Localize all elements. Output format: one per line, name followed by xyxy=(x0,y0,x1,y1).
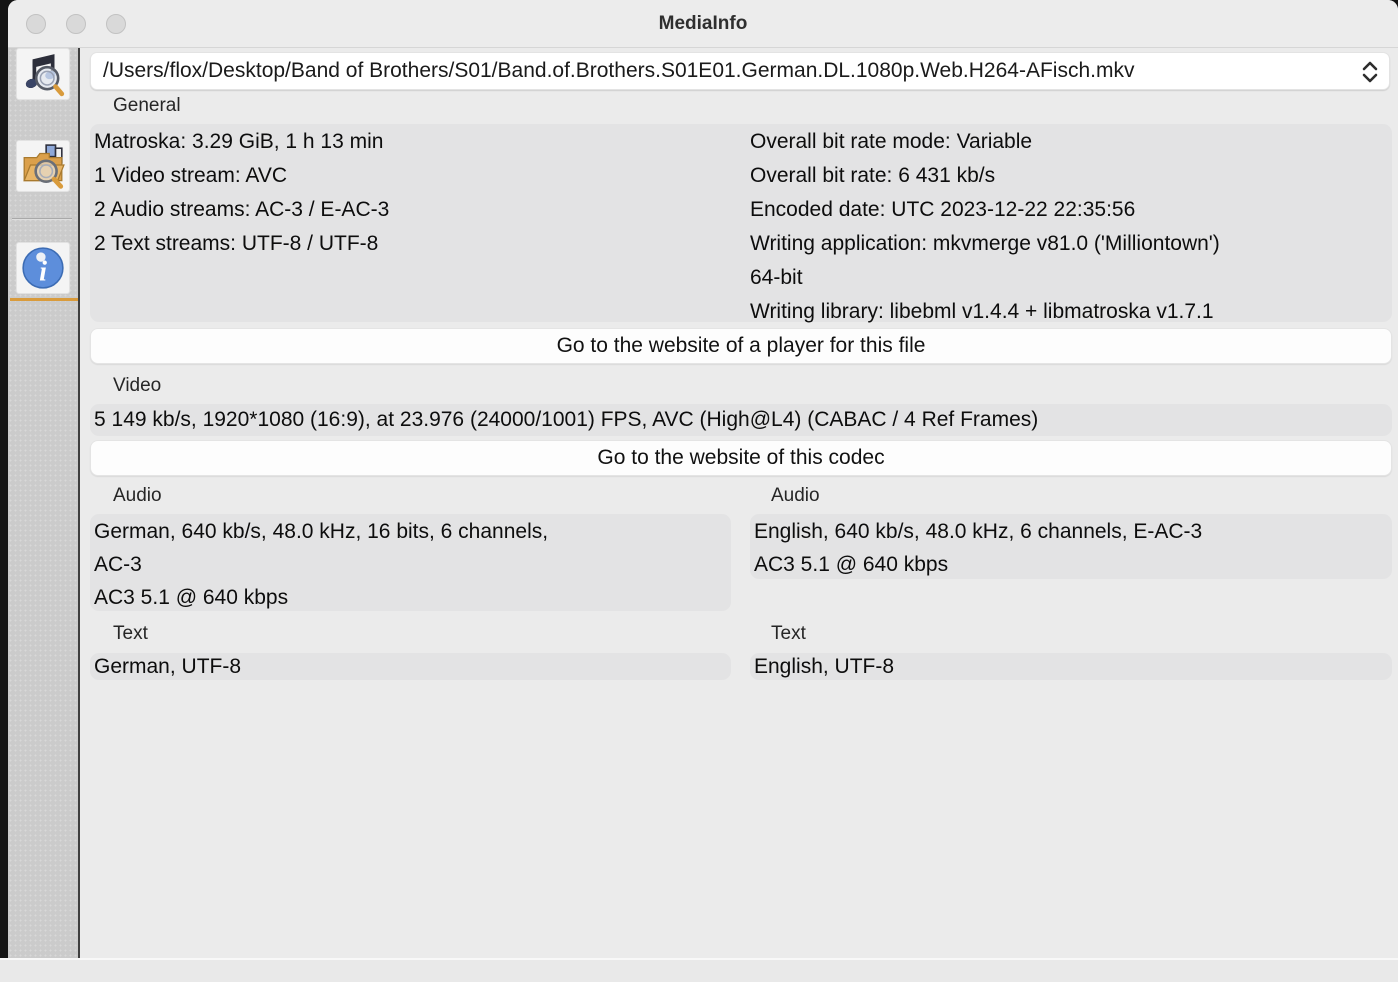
audio-line: AC3 5.1 @ 640 kbps xyxy=(94,586,289,609)
player-website-button[interactable]: Go to the website of a player for this file xyxy=(90,328,1392,364)
text-left-panel xyxy=(90,653,731,680)
general-right-column xyxy=(750,125,1388,321)
audio-right-panel xyxy=(750,514,1392,579)
file-path-value: /Users/flox/Desktop/Band of Brothers/S01/Band.of.Brothers.S01E01.German.DL.1080p.Web.H264-AFisch.mkv xyxy=(103,59,1135,82)
mediainfo-window xyxy=(8,0,1398,958)
main-content xyxy=(82,48,1398,958)
toolbar-separator xyxy=(12,218,72,220)
text-line: German, UTF-8 xyxy=(94,655,242,678)
file-path-dropdown[interactable] xyxy=(90,52,1390,90)
general-line: 64-bit xyxy=(750,266,803,289)
window-title: MediaInfo xyxy=(658,13,748,34)
text-line: English, UTF-8 xyxy=(754,655,895,678)
open-folder-icon xyxy=(20,143,66,189)
video-line: 5 149 kb/s, 1920*1080 (16:9), at 23.976 (24000/1001) FPS, AVC (High@L4) (CABAC / 4 Ref Frames) xyxy=(94,408,1039,431)
audio-line: AC-3 xyxy=(94,553,142,576)
codec-website-button[interactable]: Go to the website of this codec xyxy=(90,440,1392,476)
open-folder-button[interactable] xyxy=(16,140,70,192)
info-icon xyxy=(20,245,66,291)
audio-line: German, 640 kb/s, 48.0 kHz, 16 bits, 6 channels, xyxy=(94,520,549,543)
text-left-section-label: Text xyxy=(113,623,148,644)
video-section-label: Video xyxy=(113,375,162,396)
zoom-button[interactable] xyxy=(106,14,126,34)
text-right-section-label: Text xyxy=(771,623,806,644)
audio-left-section-label: Audio xyxy=(113,485,162,506)
audio-line: English, 640 kb/s, 48.0 kHz, 6 channels, E-AC-3 xyxy=(754,520,1203,543)
general-left-column xyxy=(94,125,750,321)
general-line: Writing library: libebml v1.4.4 + libmatroska v1.7.1 xyxy=(750,300,1214,323)
video-panel xyxy=(90,404,1392,436)
text-right-panel xyxy=(750,653,1392,680)
general-line: Overall bit rate mode: Variable xyxy=(750,130,1033,153)
general-panel xyxy=(90,124,1392,322)
accent-underline xyxy=(10,298,78,301)
general-line: Writing application: mkvmerge v81.0 ('Milliontown') xyxy=(750,232,1220,255)
title-bar xyxy=(8,0,1398,48)
close-button[interactable] xyxy=(26,14,46,34)
general-line: Overall bit rate: 6 431 kb/s xyxy=(750,164,996,187)
general-line: 1 Video stream: AVC xyxy=(94,164,287,187)
audio-right-section-label: Audio xyxy=(771,485,820,506)
audio-left-panel xyxy=(90,514,731,611)
about-info-button[interactable] xyxy=(16,242,70,294)
svg-text:i: i xyxy=(39,256,47,288)
toolbar-sidebar xyxy=(8,48,80,958)
open-file-button[interactable] xyxy=(16,48,70,100)
general-line: Matroska: 3.29 GiB, 1 h 13 min xyxy=(94,130,384,153)
general-section-label: General xyxy=(113,95,181,116)
minimize-button[interactable] xyxy=(66,14,86,34)
open-file-icon xyxy=(20,51,66,97)
general-line: Encoded date: UTC 2023-12-22 22:35:56 xyxy=(750,198,1136,221)
general-line: 2 Text streams: UTF-8 / UTF-8 xyxy=(94,232,379,255)
status-bar xyxy=(0,958,1398,982)
general-line: 2 Audio streams: AC-3 / E-AC-3 xyxy=(94,198,390,221)
audio-line: AC3 5.1 @ 640 kbps xyxy=(754,553,949,576)
dropdown-chevrons-icon xyxy=(1361,61,1379,83)
